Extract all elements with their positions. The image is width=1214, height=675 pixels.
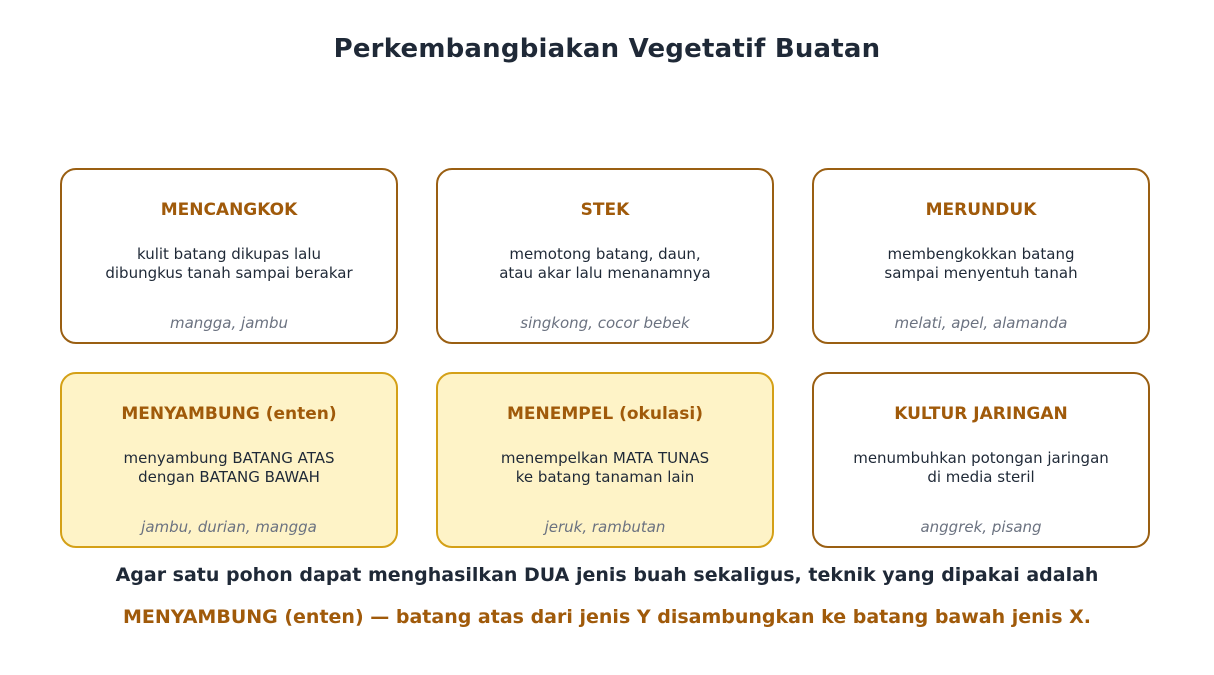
card-examples: singkong, cocor bebek bbox=[520, 314, 690, 332]
page-title: Perkembangbiakan Vegetatif Buatan bbox=[333, 34, 881, 64]
conclusion-answer: MENYAMBUNG (enten) — batang atas dari jenis Y disambungkan ke batang bawah jenis X. bbox=[123, 606, 1091, 628]
card-description bbox=[814, 245, 1148, 283]
card-menempel bbox=[436, 372, 774, 548]
card-title: KULTUR JARINGAN bbox=[894, 404, 1068, 424]
card-description bbox=[438, 449, 772, 487]
card-examples: mangga, jambu bbox=[169, 314, 289, 332]
card-title: MERUNDUK bbox=[925, 200, 1037, 220]
card-description-line: menumbuhkan potongan jaringan bbox=[853, 449, 1109, 467]
card-kultur-jaringan bbox=[812, 372, 1150, 548]
card-examples: jeruk, rambutan bbox=[544, 518, 666, 536]
card-examples: anggrek, pisang bbox=[920, 518, 1042, 536]
card-description bbox=[814, 449, 1148, 487]
card-merunduk bbox=[812, 168, 1150, 344]
card-description bbox=[438, 245, 772, 283]
card-menyambung bbox=[60, 372, 398, 548]
card-description-line: sampai menyentuh tanah bbox=[884, 264, 1078, 282]
card-description-line: dibungkus tanah sampai berakar bbox=[105, 264, 353, 282]
card-description-line: menyambung BATANG ATAS bbox=[123, 449, 335, 467]
card-title: MENYAMBUNG (enten) bbox=[121, 404, 337, 424]
card-title: STEK bbox=[580, 200, 630, 220]
card-examples: melati, apel, alamanda bbox=[894, 314, 1068, 332]
card-description-line: kulit batang dikupas lalu bbox=[136, 245, 322, 263]
card-description-line: dengan BATANG BAWAH bbox=[138, 468, 320, 486]
card-mencangkok bbox=[60, 168, 398, 344]
card-description-line: menempelkan MATA TUNAS bbox=[500, 449, 710, 467]
conclusion-question: Agar satu pohon dapat menghasilkan DUA jenis buah sekaligus, teknik yang dipakai adalah bbox=[115, 564, 1099, 586]
card-description-line: atau akar lalu menanamnya bbox=[499, 264, 711, 282]
card-description bbox=[62, 245, 396, 283]
card-description-line: ke batang tanaman lain bbox=[515, 468, 695, 486]
card-description-line: membengkokkan batang bbox=[887, 245, 1075, 263]
card-examples: jambu, durian, mangga bbox=[141, 518, 317, 536]
card-description bbox=[62, 449, 396, 487]
card-title: MENEMPEL (okulasi) bbox=[507, 404, 703, 424]
card-description-line: memotong batang, daun, bbox=[509, 245, 701, 263]
card-description-line: di media steril bbox=[927, 468, 1035, 486]
card-stek bbox=[436, 168, 774, 344]
card-title: MENCANGKOK bbox=[160, 200, 298, 220]
